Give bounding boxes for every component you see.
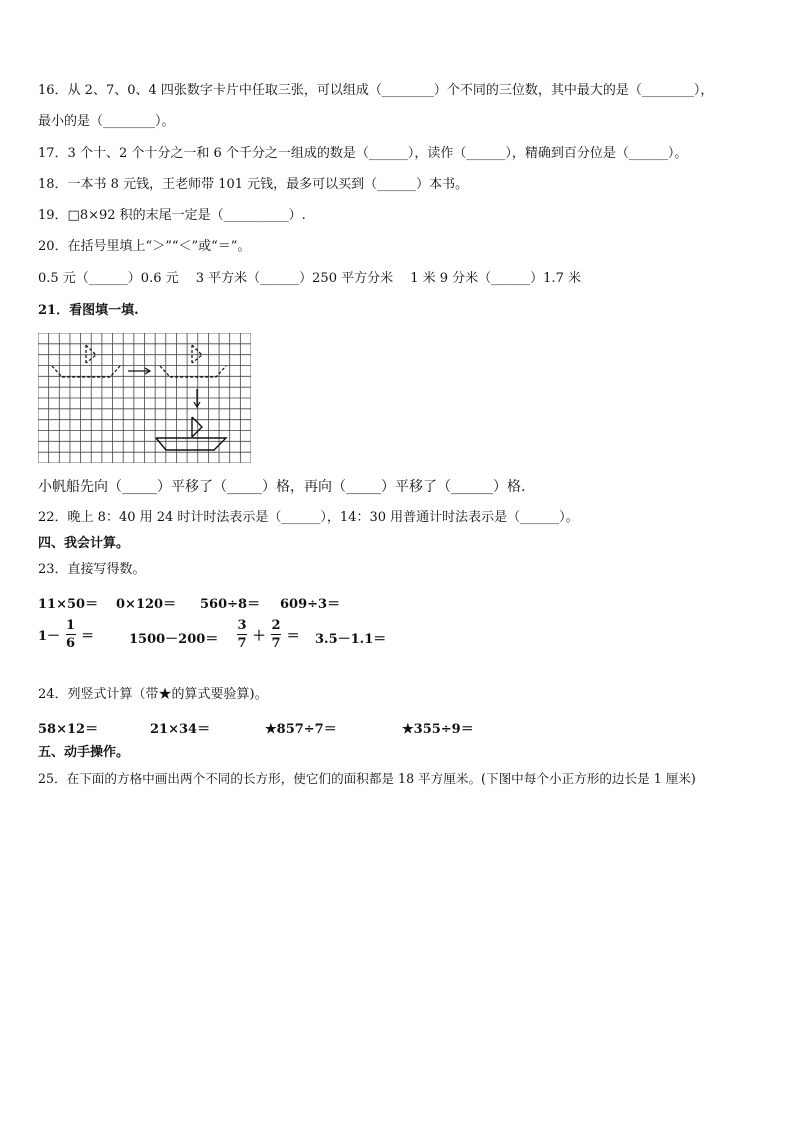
arrow-right-icon (128, 368, 150, 374)
calc-item: 1500－200＝ (129, 632, 219, 647)
vertical-calc-item: 21×34＝ (150, 722, 211, 737)
fraction-bar (271, 634, 281, 635)
grid-svg (38, 333, 251, 463)
fraction-numerator: 3 (237, 618, 247, 633)
question-16-line1: 16．从 2、7、0、4 四张数字卡片中任取三张，可以组成（________）个不同的三位数，其中最大的是（________）， (38, 83, 714, 98)
question-17: 17．3 个十、2 个十分之一和 6 个千分之一组成的数是（______），读作（______），精确到百分位是（______）。 (38, 146, 688, 161)
section-five-heading: 五、动手操作。 (38, 745, 130, 760)
vertical-calc-item: ★857÷7＝ (265, 722, 337, 737)
sailboat-grid-figure (38, 333, 251, 463)
question-21: 21．看图填一填. (38, 303, 139, 318)
question-21-answer: 小帆船先向（_____）平移了（_____）格，再向（_____）平移了（______）格. (38, 479, 526, 495)
fraction-three-sevenths (237, 618, 247, 651)
calc-equals: ＝ (286, 629, 300, 644)
question-23: 23．直接写得数。 (38, 562, 146, 577)
question-19: 19．□8×92 积的末尾一定是（__________）. (38, 208, 306, 223)
fraction-denominator: 7 (237, 636, 247, 651)
fraction-bar (66, 634, 76, 635)
sailboat-translated-right (160, 345, 226, 377)
calc-prefix: 1－ (38, 629, 61, 644)
section-four-heading: 四、我会计算。 (38, 536, 130, 551)
calc-item: 609÷3＝ (280, 597, 341, 612)
vertical-calc-item: 58×12＝ (38, 722, 99, 737)
calc-item: 0×120＝ (116, 597, 177, 612)
calc-fraction-add (236, 618, 300, 651)
calc-item: 11×50＝ (38, 597, 99, 612)
calc-fraction-subtract (38, 618, 94, 651)
grid-lines (38, 333, 251, 463)
calc-item: 3.5－1.1＝ (315, 632, 387, 647)
fraction-denominator: 7 (271, 636, 281, 651)
calc-equals: ＝ (81, 629, 95, 644)
fraction-one-sixth (66, 618, 76, 651)
fraction-denominator: 6 (66, 636, 76, 651)
fraction-numerator: 2 (271, 618, 281, 633)
question-16-line2: 最小的是（________）。 (38, 114, 175, 129)
calc-item: 560÷8＝ (200, 597, 261, 612)
question-24: 24．列竖式计算（带★的算式要验算)。 (38, 687, 268, 702)
fraction-two-sevenths (271, 618, 281, 651)
plus-sign: ＋ (252, 629, 266, 644)
question-20-items: 0.5 元（______）0.6 元 3 平方米（______）250 平方分米 1 米 9 分米（______）1.7 米 (38, 271, 581, 286)
sailboat-final (156, 417, 226, 450)
question-20: 20．在括号里填上“＞”“＜”或“＝”。 (38, 239, 251, 254)
question-22: 22．晚上 8：40 用 24 时计时法表示是（______），14：30 用普通计时法表示是（______）。 (38, 510, 579, 525)
question-18: 18．一本书 8 元钱，王老师带 101 元钱，最多可以买到（______）本书。 (38, 177, 469, 192)
vertical-calc-item: ★355÷9＝ (402, 722, 474, 737)
sailboat-original (52, 345, 120, 377)
question-25: 25．在下面的方格中画出两个不同的长方形，使它们的面积都是 18 平方厘米。(下图中每个小正方形的边长是 1 厘米) (38, 771, 696, 786)
fraction-bar (237, 634, 247, 635)
fraction-numerator: 1 (66, 618, 76, 633)
